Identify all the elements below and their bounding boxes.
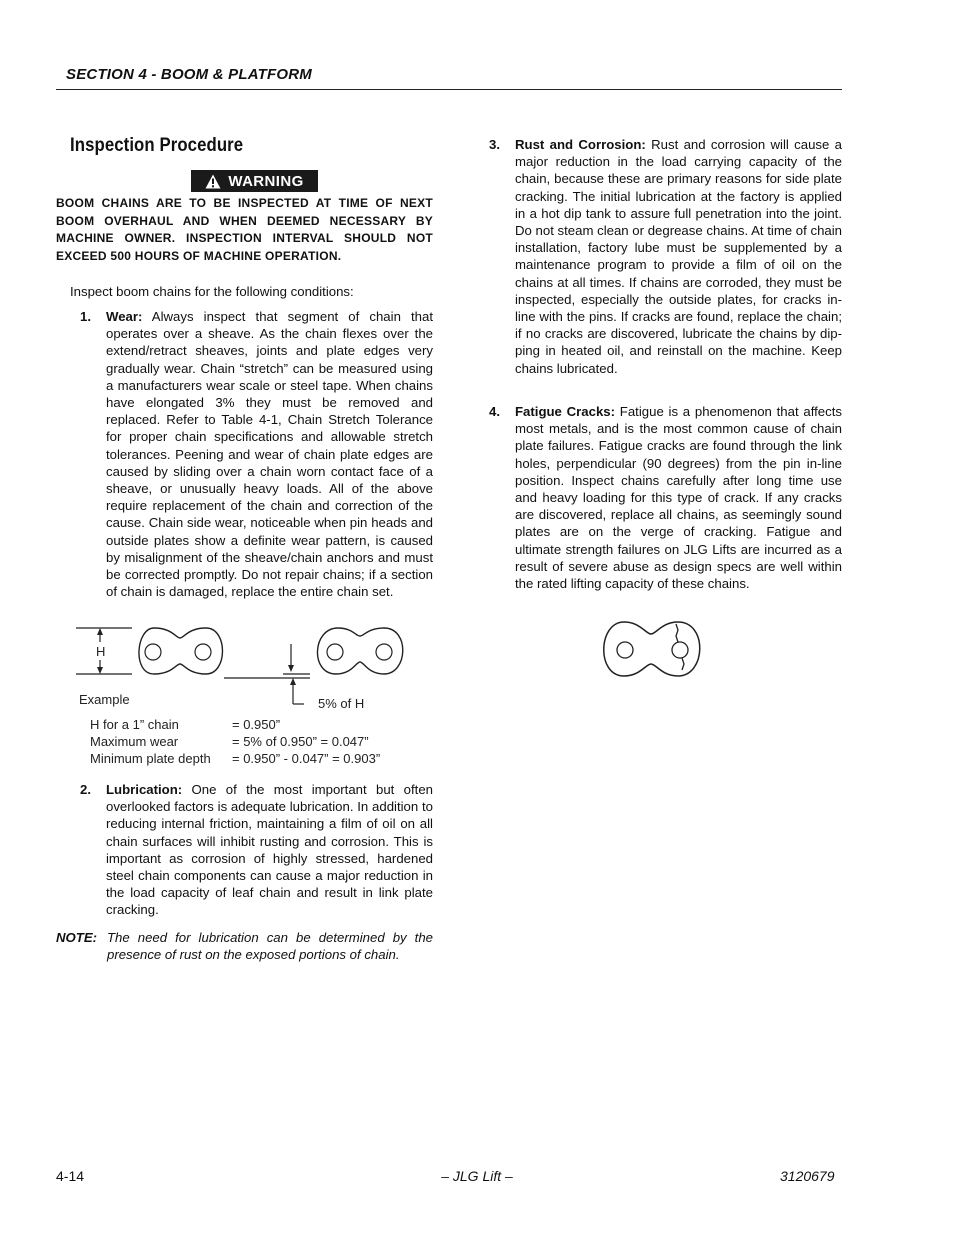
item-text: One of the most important but often overlooked factors is adequate lubrication. In addition to reducing internal friction, maintaining a film of oil on all chain surfaces will inhibit rusting and corrosion. This is important as corrosion of highly stressed, hardened steel chain components can cause a major reduction in the load capacity of leaf chain and result in link plate cracking. <box>106 782 434 918</box>
fatigue-crack-figure <box>594 620 710 680</box>
page-heading: Inspection Procedure <box>70 134 244 156</box>
calc-name: Minimum plate depth <box>90 751 211 766</box>
footer-center: – JLG Lift – <box>441 1168 513 1184</box>
document-number: 3120679 <box>780 1168 835 1184</box>
calc-value: = 5% of 0.950” = 0.047” <box>232 734 369 749</box>
note-text: The need for lubrication can be determined by the presence of rust on the exposed portions of chain. <box>107 930 433 963</box>
item-number: 2. <box>80 782 91 797</box>
list-item-wear <box>80 308 433 600</box>
list-item-lubrication <box>80 781 433 919</box>
warning-label: WARNING <box>228 172 304 190</box>
item-label: Rust and Corrosion: <box>515 137 646 152</box>
header-rule <box>56 89 842 90</box>
item-text: Always inspect that segment of chain that operates over a sheave. As the chain flexes over the extend/retract sheaves, joints and plate edges very gradually wear. Chain “stretch” can be measured using a manufacturers wear scale or steel tape. When chains have elongated 3% they must be removed and replaced. Refer to Table 4-1, Chain Stretch Tolerance for proper chain specifications and allowable stretch tolerances. Peening and wear of chain plate edges are caused by sliding over a chain worn contact face of a sheave, or unusually heavy loads. All of the above require replacement of the chain and correction of the cause. Chain side wear, noticeable when pin heads and outside plates show a definite wear pattern, is caused by misalignment of the sheave/chain anchors and must be corrected promptly. Do not repair chains; if a section of chain is damaged, replace the entire chain set. <box>106 309 434 600</box>
h-label: H <box>96 644 106 659</box>
page-number: 4-14 <box>56 1168 85 1184</box>
item-number: 3. <box>489 137 500 152</box>
item-label: Lubrication: <box>106 782 183 797</box>
list-item-fatigue-cracks <box>489 403 842 592</box>
item-number: 1. <box>80 309 91 324</box>
item-text: Fatigue is a phenomenon that affects most metals, and is the most common cause of chain plate failures. Fatigue cracks are found through the link holes, perpendicular (90 degrees) from the pin in-line position. Inspect chains carefully after long time use and heavy loading for this type of crack. If any cracks are discovered, replace all chains, as seemingly sound plates are on the verge of cracking. Fatigue and ultimate strength failures on JLG Lifts are incurred as a result of severe abuse as design specs are well within the rated lifting capacity of these chains. <box>515 404 842 592</box>
calc-value: = 0.950” <box>232 717 281 732</box>
warning-banner <box>191 170 318 192</box>
warning-text: BOOM CHAINS ARE TO BE INSPECTED AT TIME OF NEXT BOOM OVERHAUL AND WHEN DEEMED NECESSARY BY MACHINE OWNER. INSPECTION INTERVAL SHOULD NOT EXCEED 500 HOURS OF MACHINE OPERATION. <box>56 196 433 263</box>
wear-label: 5% of H <box>318 696 365 711</box>
calc-value: = 0.950” - 0.047” = 0.903” <box>232 751 381 766</box>
item-label: Wear: <box>106 309 143 324</box>
note-label: NOTE: <box>56 930 98 945</box>
item-number: 4. <box>489 404 500 419</box>
intro-text: Inspect boom chains for the following conditions: <box>70 284 354 299</box>
calc-row <box>90 733 380 750</box>
calc-name: Maximum wear <box>90 734 179 749</box>
warning-triangle-icon <box>205 174 221 189</box>
wear-calculation-table <box>90 716 380 767</box>
calc-row <box>90 750 380 767</box>
calc-row <box>90 716 380 733</box>
item-text: Rust and corrosion will cause a major reduction in the load carrying capacity of the chain, because these are primary reasons for side plate cracking. The initial lubrication at the factory is applied in a hot dip tank to assure full penetration into the joint. Do not steam clean or degrease chains. At time of chain installation, factory lube must be supplemented by a maintenance program to provide a film of oil on the chains at all times. If chains are corroded, they must be inspected, especially the outside plates, for cracks in-line with the pins. If cracks are found, replace the chain; if no cracks are discovered, lubricate the chains by dipping in heated oil, and reinstall on the machine. Keep chains lubricated. <box>515 137 842 376</box>
section-title: SECTION 4 - BOOM & PLATFORM <box>66 66 312 83</box>
item-label: Fatigue Cracks: <box>515 404 616 419</box>
list-item-rust-corrosion <box>489 136 842 377</box>
example-label: Example <box>79 692 130 707</box>
calc-name: H for a 1” chain <box>90 717 179 732</box>
note <box>56 929 433 963</box>
